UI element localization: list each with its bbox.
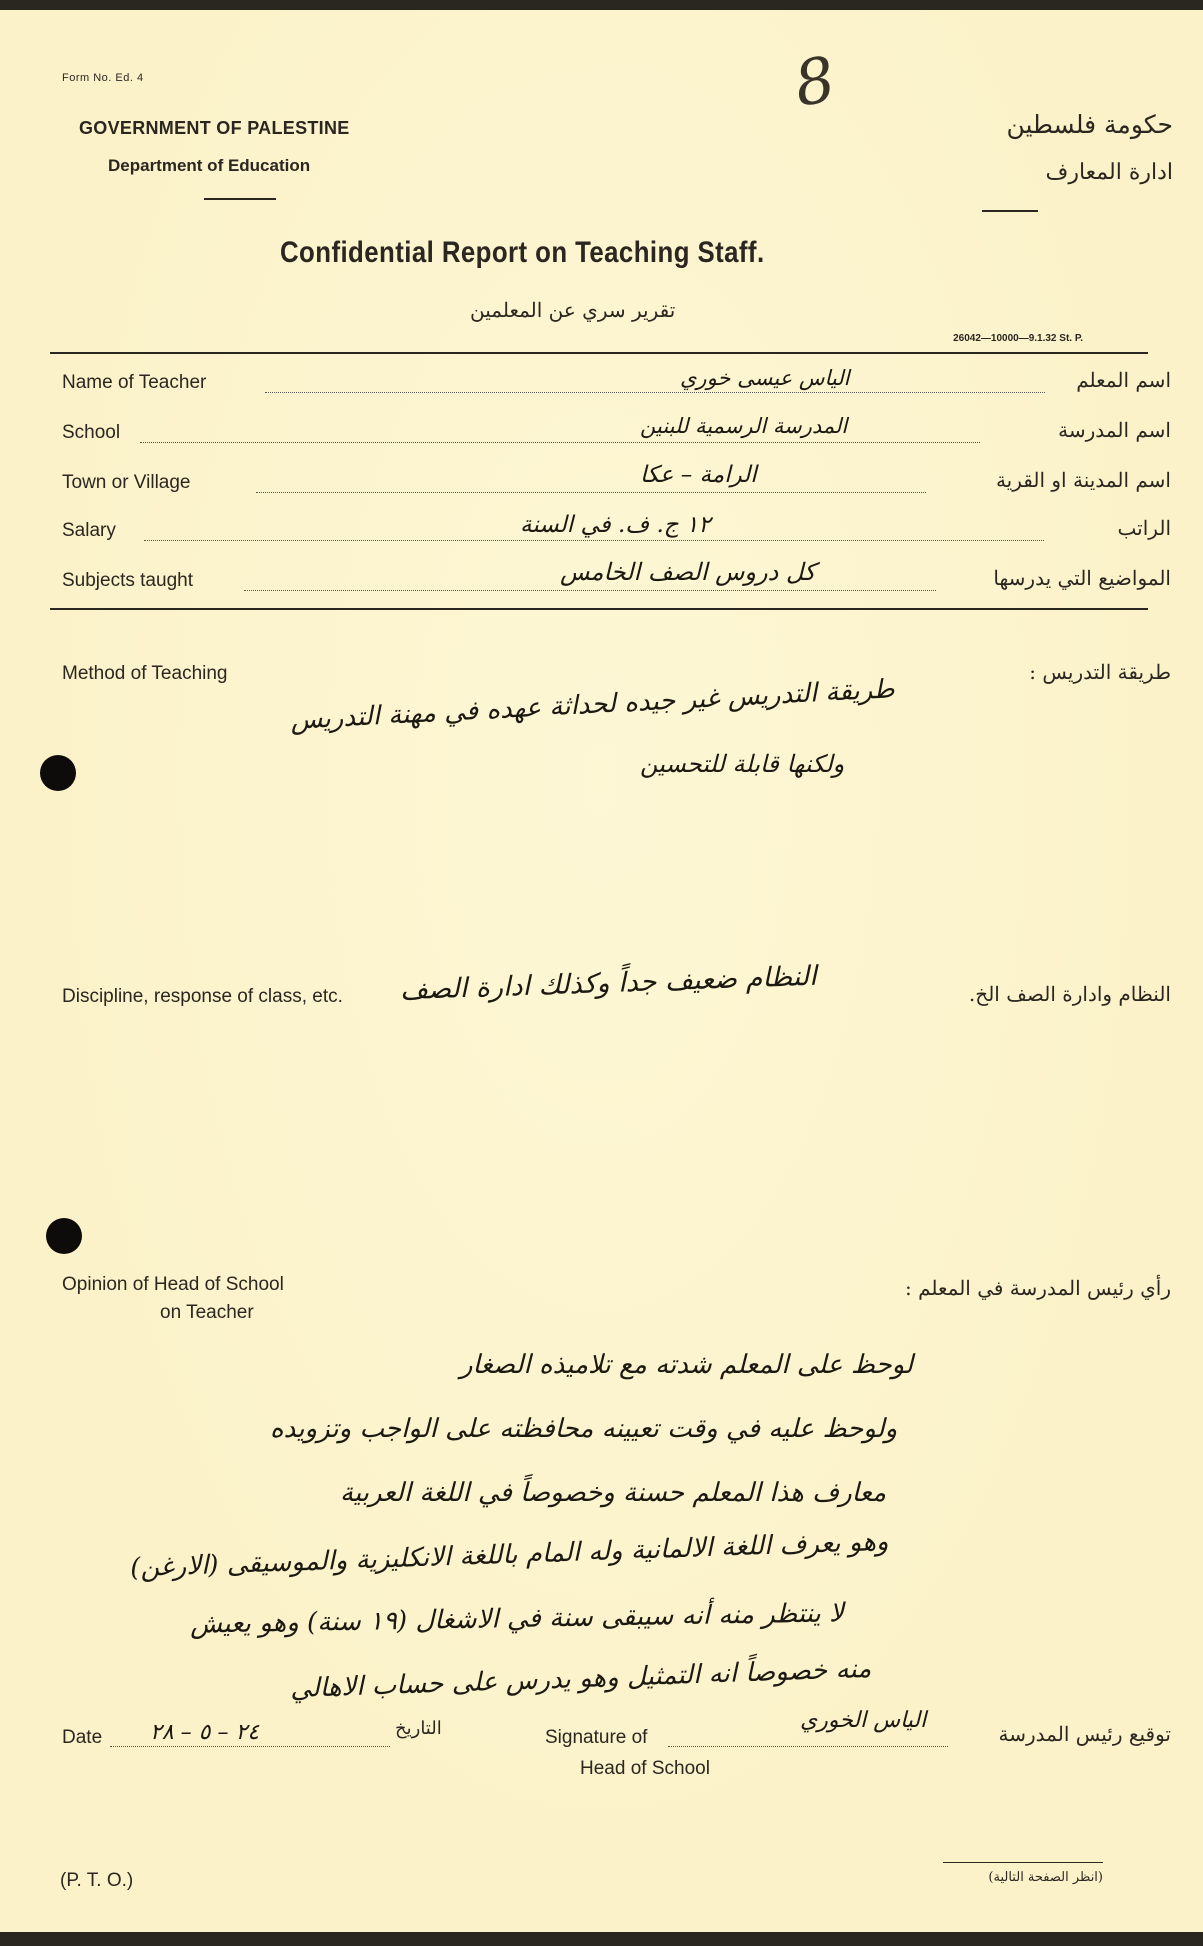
field-label: Salary [62, 520, 116, 541]
opinion-label-line1: Opinion of Head of School [62, 1274, 284, 1295]
opinion-handwriting-line: لا ينتظر منه أنه سيبقى سنة في الاشغال (١٩ سنة) وهو يعيش [189, 1598, 845, 1640]
page-number-handwritten: 8 [788, 42, 841, 121]
print-code: 26042—10000—9.1.32 St. P. [953, 333, 1083, 344]
field-label: Town or Village [62, 472, 191, 493]
field-value-handwritten: ١٢ ج. ف. في السنة [520, 512, 711, 538]
date-label: Date [62, 1727, 103, 1748]
discipline-label: Discipline, response of class, etc. [62, 986, 343, 1007]
rule-top [50, 352, 1148, 354]
discipline-label-ar: النظام وادارة الصف الخ. [968, 982, 1171, 1006]
signature-dotted-line [668, 1746, 948, 1747]
form-number: Form No. Ed. 4 [62, 72, 144, 84]
method-handwriting-line: طريقة التدريس غير جيده لحداثة عهده في مهنة التدريس [289, 674, 896, 736]
field-label: School [62, 422, 121, 443]
date-handwritten: ٢٤ – ٥ – ٢٨ [150, 1720, 260, 1745]
field-label: Subjects taught [62, 570, 193, 591]
method-label-ar: طريقة التدريس : [1029, 660, 1171, 684]
pto-label-ar: (انظر الصفحة التالية) [988, 1870, 1103, 1885]
opinion-handwriting-line: معارف هذا المعلم حسنة وخصوصاً في اللغة العربية [340, 1478, 887, 1508]
punch-hole [40, 755, 76, 791]
department-heading: Department of Education [108, 156, 311, 175]
field-label-ar: اسم المعلم [1076, 368, 1171, 392]
header-divider-right [982, 210, 1038, 212]
page-top-edge [0, 0, 1203, 10]
field-value-handwritten: المدرسة الرسمية للبنين [640, 414, 848, 438]
report-title: Confidential Report on Teaching Staff. [280, 236, 765, 269]
signature-label-ar: توقيع رئيس المدرسة [998, 1722, 1171, 1746]
opinion-label-line2: on Teacher [160, 1302, 254, 1323]
field-dotted-line [140, 442, 980, 443]
field-label-ar: الراتب [1117, 516, 1171, 540]
date-dotted-line [110, 1746, 390, 1747]
field-dotted-line [144, 540, 1044, 541]
field-value-handwritten: الرامة – عكا [640, 462, 757, 488]
government-heading: GOVERNMENT OF PALESTINE [79, 118, 350, 138]
field-label-ar: المواضيع التي يدرسها [993, 566, 1171, 590]
method-label: Method of Teaching [62, 663, 228, 684]
opinion-handwriting-line: ولوحظ عليه في وقت تعيينه محافظته على الواجب وتزويده [270, 1414, 898, 1444]
signature-label-line2: Head of School [580, 1758, 710, 1779]
rule-bottom [50, 608, 1148, 610]
punch-hole [46, 1218, 82, 1254]
method-handwriting-line: ولكنها قابلة للتحسين [640, 750, 845, 778]
date-label-ar: التاريخ [395, 1718, 442, 1739]
government-heading-ar: حكومة فلسطين [1006, 110, 1173, 139]
field-dotted-line [265, 392, 1045, 393]
signature-handwritten: الياس الخوري [800, 1708, 927, 1733]
field-label-ar: اسم المدينة او القرية [995, 468, 1171, 492]
opinion-handwriting-line: لوحظ على المعلم شدته مع تلاميذه الصغار [460, 1350, 913, 1380]
field-dotted-line [244, 590, 936, 591]
field-label: Name of Teacher [62, 372, 207, 393]
department-heading-ar: ادارة المعارف [1045, 160, 1173, 185]
signature-label: Signature of [545, 1727, 648, 1748]
field-label-ar: اسم المدرسة [1058, 418, 1171, 442]
field-dotted-line [256, 492, 926, 493]
header-divider-left [204, 198, 276, 200]
field-value-handwritten: كل دروس الصف الخامس [560, 558, 816, 586]
opinion-label-ar: رأي رئيس المدرسة في المعلم : [904, 1276, 1171, 1300]
field-value-handwritten: الياس عيسى خوري [680, 366, 850, 390]
discipline-handwriting: النظام ضعيف جداً وكذلك ادارة الصف [399, 960, 818, 1007]
report-title-ar: تقرير سري عن المعلمين [470, 298, 676, 322]
pto-label: (P. T. O.) [60, 1870, 134, 1891]
page-bottom-edge [0, 1932, 1203, 1946]
opinion-handwriting-line: وهو يعرف اللغة الالمانية وله المام باللغة الانكليزية والموسيقى (الارغن) [129, 1526, 889, 1584]
pto-divider [943, 1862, 1103, 1863]
opinion-handwriting-line: منه خصوصاً انه التمثيل وهو يدرس على حساب الاهالي [289, 1653, 872, 1705]
